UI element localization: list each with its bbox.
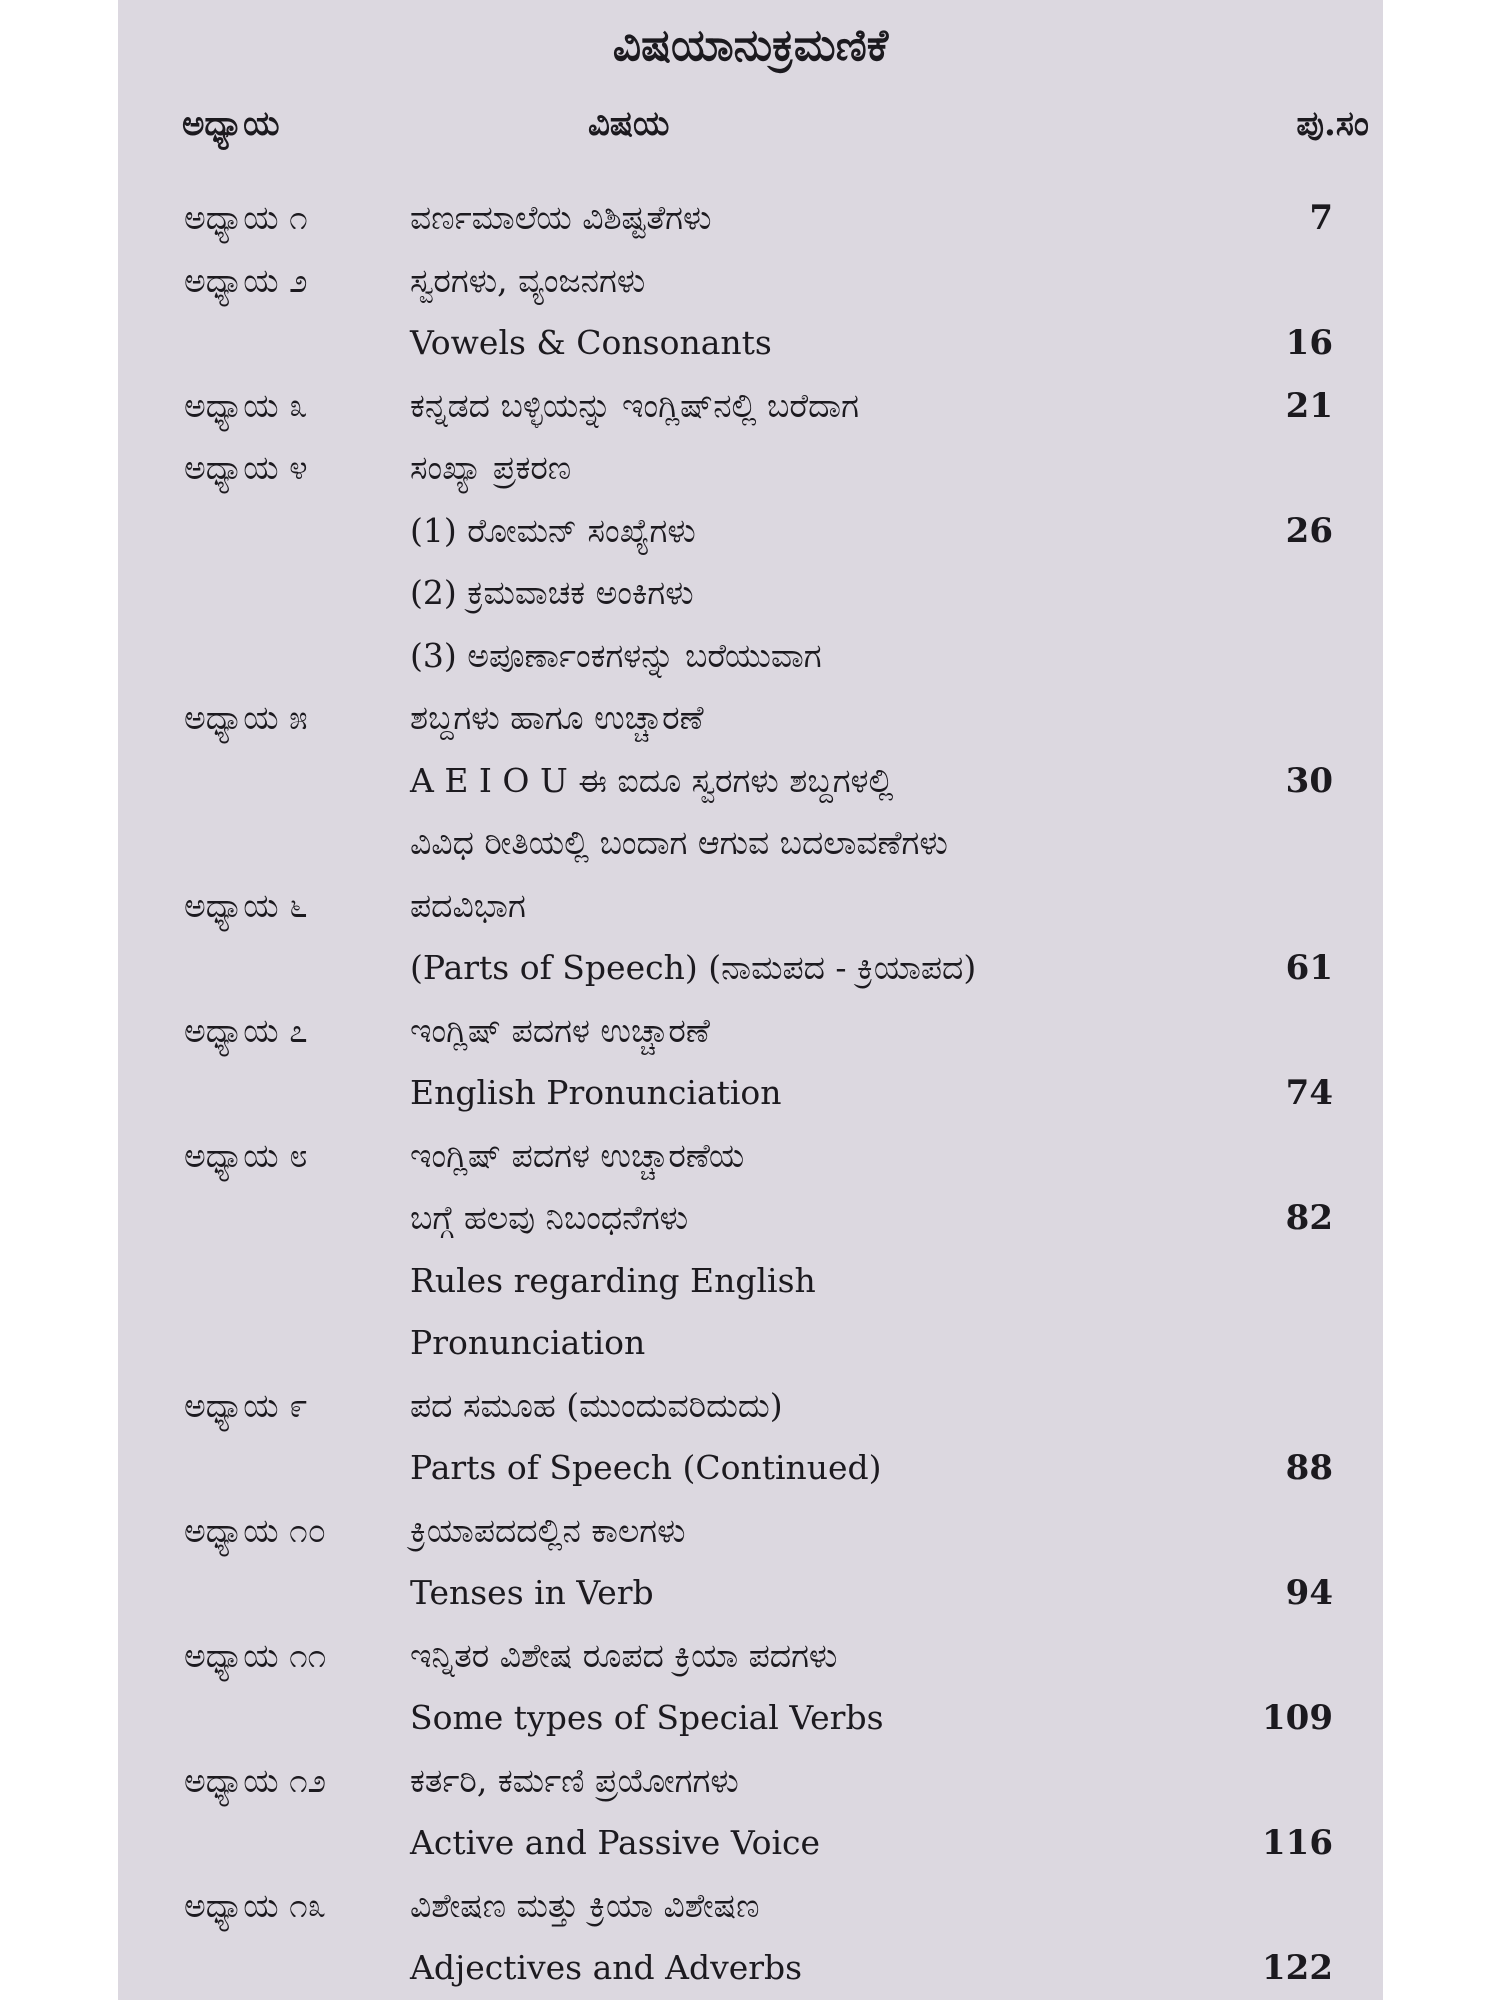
chapter-number: ಅಧ್ಯಾಯ ೧೧ [184, 1635, 327, 1675]
toc-entry [118, 1000, 1383, 1125]
chapter-number: ಅಧ್ಯಾಯ ೬ [184, 885, 308, 925]
toc-entry-line [118, 937, 1383, 1000]
chapter-topic: ಪದವಿಭಾಗ [410, 885, 526, 925]
chapter-topic: ಇಂಗ್ಲಿಷ್ ಪದಗಳ ಉಚ್ಚಾರಣೆ [410, 1010, 710, 1050]
toc-entry-line [118, 1187, 1383, 1250]
chapter-topic: (Parts of Speech) (ನಾಮಪದ - ಕ್ರಿಯಾಪದ) [410, 948, 977, 987]
toc-entry [118, 1750, 1383, 1875]
chapter-number: ಅಧ್ಯಾಯ ೧೨ [184, 1760, 327, 1800]
toc-entry [118, 1125, 1383, 1375]
toc-entry-line [118, 687, 1383, 750]
page-number: 94 [1285, 1573, 1333, 1613]
chapter-topic: Adjectives and Adverbs [410, 1948, 803, 1987]
chapter-topic: Pronunciation [410, 1323, 646, 1362]
toc-list [118, 187, 1383, 2000]
chapter-topic: ಇಂಗ್ಲಿಷ್ ಪದಗಳ ಉಚ್ಚಾರಣೆಯ [410, 1135, 745, 1175]
chapter-topic: ಕ್ರಿಯಾಪದದಲ್ಲಿನ ಕಾಲಗಳು [410, 1510, 686, 1550]
toc-entry [118, 1375, 1383, 1500]
toc-entry [118, 437, 1383, 687]
page-number: 109 [1262, 1698, 1333, 1738]
chapter-number: ಅಧ್ಯಾಯ ೧ [184, 198, 308, 237]
chapter-topic: ವರ್ಣಮಾಲೆಯ ವಿಶಿಷ್ಟತೆಗಳು [410, 198, 712, 237]
toc-entry-line [118, 1812, 1383, 1875]
toc-entry-line [118, 375, 1383, 438]
chapter-number: ಅಧ್ಯಾಯ ೮ [184, 1135, 308, 1175]
chapter-topic: (3) ಅಪೂರ್ಣಾಂಕಗಳನ್ನು ಬರೆಯುವಾಗ [410, 635, 822, 675]
toc-entry [118, 375, 1383, 438]
page-number: 26 [1285, 510, 1333, 551]
toc-entry-line [118, 1687, 1383, 1750]
page-number: 116 [1262, 1823, 1333, 1863]
chapter-topic: Tenses in Verb [410, 1573, 654, 1612]
chapter-topic: (1) ರೋಮನ್ ಸಂಖ್ಯೆಗಳು [410, 510, 696, 550]
chapter-column-header: ಅಧ್ಯಾಯ [182, 104, 280, 144]
chapter-topic: ಪದ ಸಮೂಹ (ಮುಂದುವರಿದುದು) [410, 1385, 783, 1425]
toc-entry-line [118, 312, 1383, 375]
chapter-topic: ಶಬ್ದಗಳು ಹಾಗೂ ಉಚ್ಚಾರಣೆ [410, 698, 704, 737]
chapter-topic: ಕರ್ತರಿ, ಕರ್ಮಣಿ ಪ್ರಯೋಗಗಳು [410, 1760, 739, 1800]
toc-entry [118, 687, 1383, 875]
chapter-topic: Rules regarding English [410, 1260, 816, 1300]
toc-entry-line [118, 1750, 1383, 1813]
toc-entry-line [118, 1000, 1383, 1063]
toc-entry [118, 250, 1383, 375]
chapter-topic: ಸಂಖ್ಯಾ ಪ್ರಕರಣ [410, 448, 572, 487]
chapter-topic: ಇನ್ನಿತರ ವಿಶೇಷ ರೂಪದ ಕ್ರಿಯಾ ಪದಗಳು [410, 1635, 838, 1675]
toc-entry-line [118, 1562, 1383, 1625]
page-number: 21 [1285, 385, 1333, 426]
page-number: 16 [1285, 323, 1333, 363]
toc-entry-line [118, 625, 1383, 688]
page-number: 88 [1285, 1448, 1333, 1488]
toc-entry-line [118, 1375, 1383, 1438]
chapter-number: ಅಧ್ಯಾಯ ೧೩ [184, 1885, 327, 1925]
chapter-number: ಅಧ್ಯಾಯ ೨ [184, 260, 308, 300]
toc-entry-line [118, 1062, 1383, 1125]
toc-entry-line [118, 250, 1383, 313]
page-number: 30 [1285, 760, 1333, 801]
toc-entry-line [118, 875, 1383, 938]
chapter-topic: Vowels & Consonants [410, 323, 772, 362]
toc-entry-line [118, 812, 1383, 875]
toc-entry-line [118, 1625, 1383, 1688]
toc-entry-line [118, 750, 1383, 813]
chapter-topic: ಕನ್ನಡದ ಬಳ್ಳಿಯನ್ನು ಇಂಗ್ಲಿಷ್‌ನಲ್ಲಿ ಬರೆದಾಗ [410, 385, 859, 425]
toc-entry-line [118, 1500, 1383, 1563]
toc-entry-line [118, 1125, 1383, 1188]
page-title: ವಿಷಯಾನುಕ್ರಮಣಿಕೆ [612, 20, 889, 71]
page-number: 82 [1285, 1198, 1333, 1238]
chapter-number: ಅಧ್ಯಾಯ ೧೦ [184, 1510, 327, 1550]
toc-entry-line [118, 1875, 1383, 1938]
page-number: 61 [1285, 948, 1333, 988]
chapter-topic: Active and Passive Voice [410, 1823, 821, 1862]
toc-entry-line [118, 1437, 1383, 1500]
chapter-number: ಅಧ್ಯಾಯ ೭ [184, 1010, 308, 1050]
toc-entry-line [118, 187, 1383, 250]
toc-entry [118, 187, 1383, 250]
toc-entry [118, 1875, 1383, 2000]
toc-entry-line [118, 437, 1383, 500]
page-number: 74 [1285, 1073, 1333, 1113]
chapter-number: ಅಧ್ಯಾಯ ೪ [184, 448, 308, 487]
book-page [118, 0, 1383, 2000]
toc-entry-line [118, 1312, 1383, 1375]
page-column-header: ಪು.ಸಂ [1296, 104, 1369, 144]
chapter-topic: English Pronunciation [410, 1073, 782, 1112]
chapter-number: ಅಧ್ಯಾಯ ೯ [184, 1385, 308, 1425]
toc-entry-line [118, 500, 1383, 563]
chapter-topic: ಸ್ವರಗಳು, ವ್ಯಂಜನಗಳು [410, 260, 646, 300]
chapter-topic: A E I O U ಈ ಐದೂ ಸ್ವರಗಳು ಶಬ್ದಗಳಲ್ಲಿ [410, 760, 894, 800]
toc-entry [118, 1500, 1383, 1625]
toc-entry [118, 1625, 1383, 1750]
chapter-topic: ವಿವಿಧ ರೀತಿಯಲ್ಲಿ ಬಂದಾಗ ಆಗುವ ಬದಲಾವಣೆಗಳು [410, 823, 948, 862]
chapter-number: ಅಧ್ಯಾಯ ೫ [184, 698, 308, 737]
page-number: 122 [1262, 1948, 1333, 1988]
topic-column-header: ವಿಷಯ [588, 104, 670, 144]
toc-entry [118, 875, 1383, 1000]
chapter-topic: ವಿಶೇಷಣ ಮತ್ತು ಕ್ರಿಯಾ ವಿಶೇಷಣ [410, 1885, 760, 1925]
page-number: 7 [1309, 198, 1333, 238]
chapter-topic: (2) ಕ್ರಮವಾಚಕ ಅಂಕಿಗಳು [410, 573, 694, 612]
chapter-topic: ಬಗ್ಗೆ ಹಲವು ನಿಬಂಧನೆಗಳು [410, 1198, 689, 1237]
chapter-topic: Some types of Special Verbs [410, 1698, 884, 1737]
toc-entry-line [118, 1937, 1383, 2000]
toc-entry-line [118, 1250, 1383, 1313]
chapter-topic: Parts of Speech (Continued) [410, 1448, 882, 1487]
chapter-number: ಅಧ್ಯಾಯ ೩ [184, 385, 308, 425]
toc-entry-line [118, 562, 1383, 625]
